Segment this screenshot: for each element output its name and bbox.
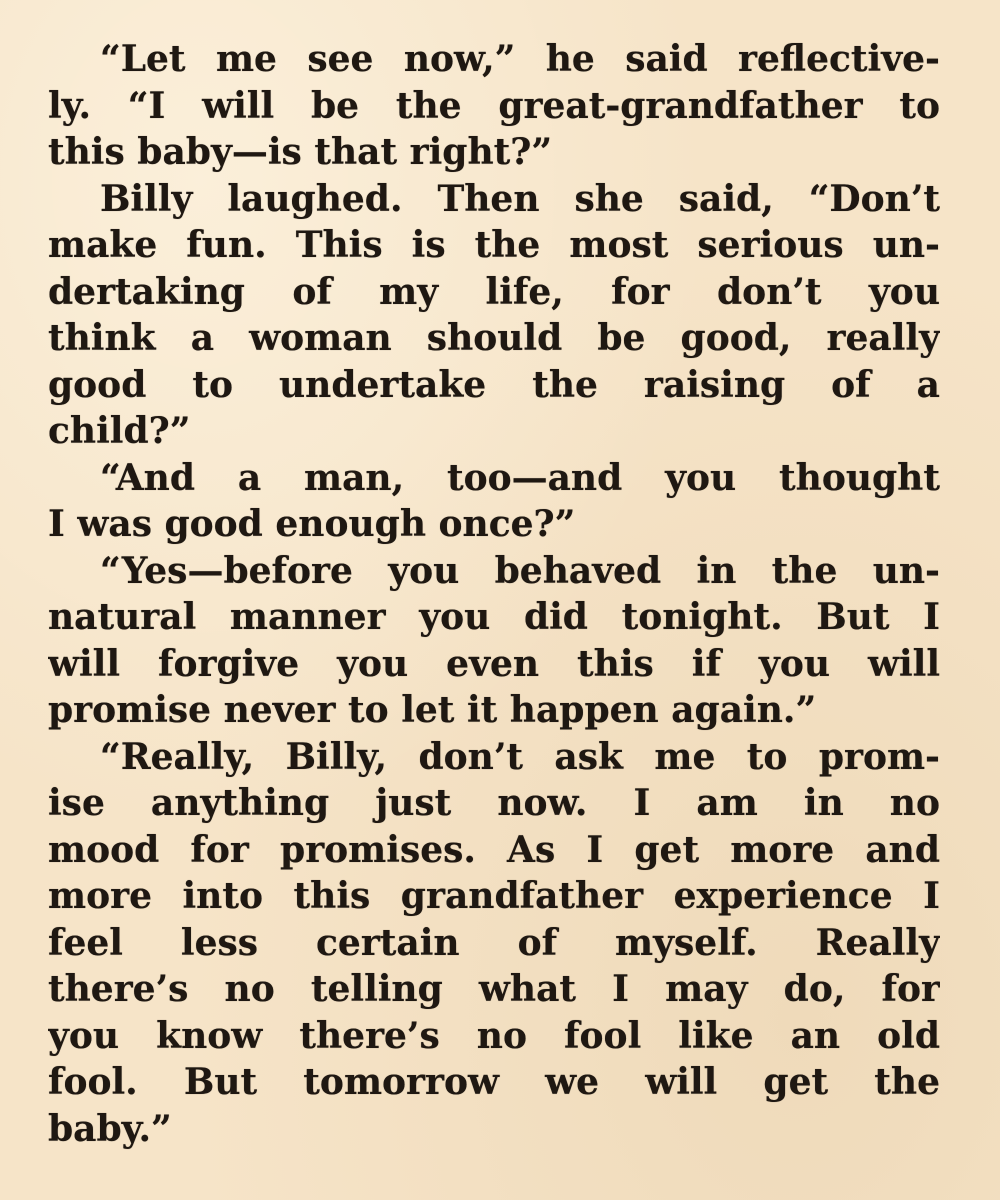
text-line: “Really, Billy, don’t ask me to prom- [100, 735, 940, 778]
text-line: baby.” [48, 1107, 172, 1150]
text-line: Billy laughed. Then she said, “Don’t [100, 177, 940, 220]
paragraph-really-billy [48, 734, 940, 1153]
text-line: promise never to let it happen again.” [48, 689, 817, 731]
text-line: make fun. This is the most serious un- [48, 224, 940, 266]
text-line: will forgive you even this if you will [48, 642, 940, 685]
text-line: think a woman should be good, really [48, 317, 940, 359]
article-text-column [48, 36, 940, 1152]
text-line: I was good enough once?” [48, 503, 576, 545]
text-line: fool. But tomorrow we will get the [48, 1061, 940, 1103]
text-line: ly. “I will be the great-grandfather to [48, 84, 940, 127]
text-line: natural manner you did tonight. But I [48, 596, 940, 638]
text-line: feel less certain of myself. Really [48, 921, 940, 964]
paragraph-and-a-man [48, 455, 940, 548]
paragraph-yes-before [48, 548, 940, 734]
text-line: good to undertake the raising of a [48, 363, 940, 406]
text-line: more into this grandfather experience I [48, 875, 940, 917]
text-line: dertaking of my life, for don’t you [48, 270, 940, 313]
text-line: mood for promises. As I get more and [48, 828, 940, 871]
text-line: “And a man, too—and you thought [100, 456, 940, 499]
paragraph-billy-laughed [48, 176, 940, 455]
paragraph-reflective [48, 36, 940, 176]
text-line: ise anything just now. I am in no [48, 782, 940, 824]
text-line: “Let me see now,” he said reflective- [100, 38, 940, 80]
text-line: child?” [48, 410, 191, 452]
text-line: this baby—is that right?” [48, 131, 553, 173]
text-line: there’s no telling what I may do, for [48, 968, 940, 1010]
text-line: you know there’s no fool like an old [48, 1014, 940, 1057]
text-line: “Yes—before you behaved in the un- [100, 549, 940, 592]
